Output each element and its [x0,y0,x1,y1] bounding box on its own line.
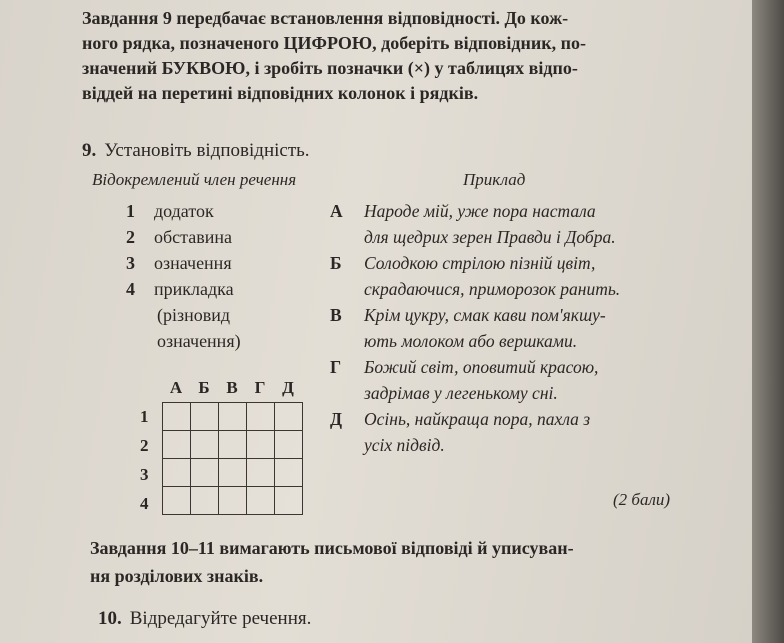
grid-row [163,459,303,487]
member-label: прикладка [154,279,234,299]
grid-row [163,487,303,515]
answer-grid-row-labels [140,402,149,518]
grid-row [163,431,303,459]
member-item [126,224,241,250]
grid-column-label: Г [254,378,266,397]
example-line: Божий світ, оповитий красою, [364,357,599,377]
grid-column-label: Д [282,378,294,397]
grid-cell[interactable] [247,487,275,515]
example-letter: А [330,201,343,221]
grid-cell[interactable] [219,431,247,459]
instruction-line: ного рядка, позначеного ЦИФРОЮ, доберіть відповідник, по- [82,33,586,53]
instruction-line: Завдання 9 передбачає встановлення відповідності. До кож- [82,8,569,28]
grid-cell[interactable] [219,403,247,431]
example-item [330,302,680,354]
grid-cell[interactable] [275,403,303,431]
member-label: додаток [154,201,214,221]
example-item [330,250,680,302]
member-label: означення [154,253,232,273]
member-number: 4 [126,279,135,299]
member-item [126,198,241,224]
grid-cell[interactable] [219,459,247,487]
example-item [330,406,680,458]
member-label: обставина [154,227,232,247]
member-subnote: (різновид [157,305,231,325]
question-10 [98,608,311,630]
grid-cell[interactable] [191,431,219,459]
grid-column-label: А [169,378,183,397]
examples-list [330,198,680,458]
member-item [126,276,241,302]
task9-instructions [82,6,682,106]
answer-grid [162,402,303,515]
example-letter: Д [330,409,343,429]
grid-cell[interactable] [247,459,275,487]
grid-row-label: 4 [140,494,149,513]
grid-cell[interactable] [191,487,219,515]
example-item [330,354,680,406]
grid-cell[interactable] [191,459,219,487]
question-text: Установіть відповідність. [104,140,310,161]
grid-cell[interactable] [219,487,247,515]
score-label: (2 бали) [613,490,671,509]
grid-cell[interactable] [191,403,219,431]
book-spine-edge [752,0,784,643]
grid-cell[interactable] [163,403,191,431]
grid-row-label: 3 [140,465,149,484]
task10-11-instructions [90,534,690,590]
column-header-members: Відокремлений член речення [92,170,297,189]
example-line: ють молоком або вершками. [364,331,578,351]
example-letter: Б [330,253,342,273]
member-number: 1 [126,201,135,221]
member-number: 2 [126,227,135,247]
member-subnote: означення) [157,331,241,351]
instruction-line: віддей на перетині відповідних колонок і рядків. [82,83,479,103]
example-line: усіх підвід. [364,435,445,455]
grid-cell[interactable] [163,487,191,515]
member-number: 3 [126,253,135,273]
grid-cell[interactable] [275,431,303,459]
grid-cell[interactable] [247,431,275,459]
question-text: Відредагуйте речення. [129,608,312,629]
question-9 [82,140,310,162]
question-number: 10. [98,608,122,629]
grid-cell[interactable] [163,459,191,487]
example-line: для щедрих зерен Правди і Добра. [364,227,616,247]
grid-cell[interactable] [163,431,191,459]
grid-cell[interactable] [275,487,303,515]
example-letter: В [330,305,342,325]
grid-cell[interactable] [247,403,275,431]
example-line: задрімав у легенькому сні. [364,383,558,403]
question-number: 9. [82,140,97,161]
example-line: Народе мій, уже пора настала [364,201,596,221]
example-item [330,198,680,250]
example-line: Солодкою стрілою пізній цвіт, [364,253,596,273]
example-letter: Г [330,357,342,377]
column-header-examples: Приклад [463,170,526,189]
grid-row-label: 2 [140,436,149,455]
instruction-line: ня розділових знаків. [90,566,264,586]
example-line: Крім цукру, смак кави пом'якшу- [364,305,606,325]
grid-column-label: Б [198,378,210,397]
grid-row-label: 1 [140,407,149,426]
grid-column-label: В [226,378,238,397]
grid-row [163,403,303,431]
example-line: скрадаючися, приморозок ранить. [364,279,621,299]
grid-cell[interactable] [275,459,303,487]
member-item [126,250,241,276]
instruction-line: значений БУКВОЮ, і зробіть позначки (×) у таблицях відпо- [82,58,578,78]
example-line: Осінь, найкраща пора, пахла з [364,409,591,429]
instruction-line: Завдання 10–11 вимагають письмової відповіді й уписуван- [90,538,574,558]
members-list [126,198,241,354]
